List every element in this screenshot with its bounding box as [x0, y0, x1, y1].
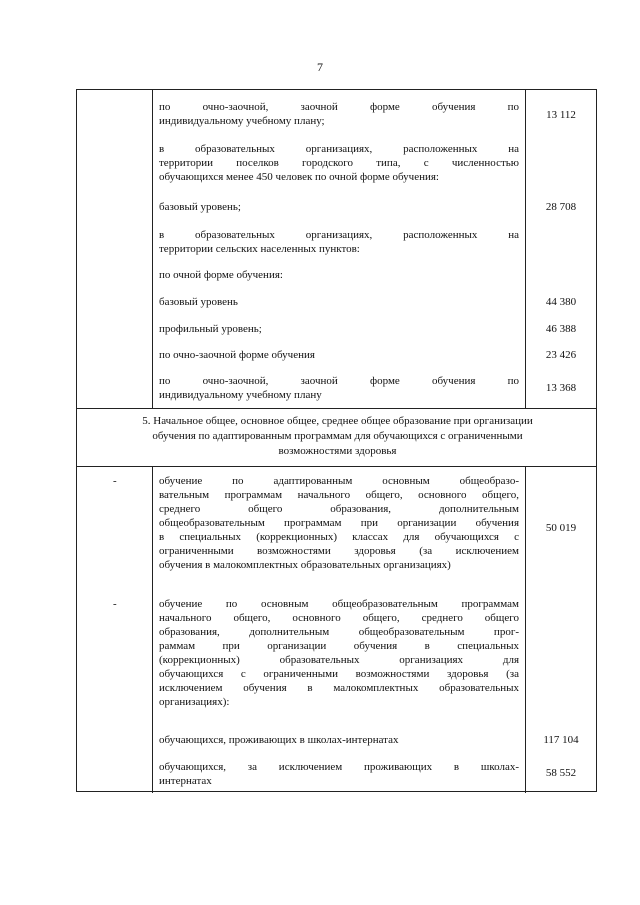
row-value: 13 112	[546, 109, 576, 121]
table-row	[159, 760, 519, 788]
data-table	[76, 89, 597, 792]
col-divider-left-lower	[152, 466, 153, 793]
row-text: территории сельских населенных пунктов:	[159, 243, 360, 255]
row-text: обучающихся с ограниченными возможностями здоровья (за	[159, 668, 519, 680]
row-text: среднего общего образования, дополнительным	[159, 503, 519, 515]
row-dash: -	[113, 598, 117, 610]
row-text: индивидуальному учебному плану;	[159, 115, 325, 127]
row-value: 13 368	[545, 382, 577, 394]
row-text: по очно-заочной форме обучения	[159, 349, 315, 361]
row-text: обучающихся менее 450 человек по очной форме обучения:	[159, 171, 439, 183]
row-text: по очной форме обучения:	[159, 269, 283, 281]
table-row	[159, 597, 519, 709]
row-text: обучение по адаптированным основным общеобразо-	[159, 475, 519, 487]
page-number: 7	[317, 60, 323, 74]
row-text: обучающихся, проживающих в школах-интернатах	[159, 734, 399, 746]
row-text: по очно-заочной, заочной форме обучения по	[159, 101, 519, 113]
row-text: вательным программам начального общего, основного общего,	[159, 489, 519, 501]
row-dash: -	[113, 475, 117, 487]
row-text: базовый уровень	[159, 296, 238, 308]
row-value: 44 380	[545, 296, 577, 308]
row-text: обучающихся, за исключением проживающих в школах-	[159, 761, 519, 773]
row-text: по очно-заочной, заочной форме обучения по	[159, 375, 519, 387]
row-value: 58 552	[545, 767, 577, 779]
row-text: обучения в малокомплектных образовательных организациях)	[159, 559, 451, 571]
row-text: начального общего, основного общего, среднего общего	[159, 612, 519, 624]
section-heading	[77, 414, 598, 459]
row-text: индивидуальному учебному плану	[159, 389, 322, 401]
row-value: 23 426	[545, 349, 577, 361]
section-heading-line: 5. Начальное общее, основное общее, среднее общее образование при организации	[142, 415, 533, 427]
row-text: базовый уровень;	[159, 201, 241, 213]
table-row	[159, 142, 519, 184]
table-row	[159, 100, 519, 128]
table-row	[159, 374, 519, 402]
table-row	[159, 474, 519, 572]
row-text: территории поселков городского типа, с численностью	[159, 157, 519, 169]
col-divider-left-upper	[152, 90, 153, 408]
row-value: 117 104	[543, 734, 579, 746]
row-divider	[77, 408, 596, 409]
section-heading-line: обучения по адаптированным программам для обучающихся с ограниченными	[152, 430, 523, 442]
table-row	[159, 228, 519, 256]
row-text: раммам при организации обучения в специальных	[159, 640, 519, 652]
row-value: 46 388	[545, 323, 577, 335]
row-text: в образовательных организациях, расположенных на	[159, 143, 519, 155]
row-text: общеобразовательным программам при организации обучения	[159, 517, 519, 529]
row-text: (коррекционных) образовательных организациях для	[159, 654, 519, 666]
row-value: 28 708	[545, 201, 577, 213]
row-value: 50 019	[545, 522, 577, 534]
row-divider	[77, 466, 596, 467]
row-text: исключением обучения в малокомплектных образовательных	[159, 682, 519, 694]
row-text: обучение по основным общеобразовательным программам	[159, 598, 519, 610]
section-heading-line: возможностями здоровья	[278, 445, 397, 457]
row-text: ограниченными возможностями здоровья (за исключением	[159, 545, 519, 557]
row-text: профильный уровень;	[159, 323, 262, 335]
row-text: интернатах	[159, 775, 212, 787]
row-text: в образовательных организациях, расположенных на	[159, 229, 519, 241]
row-text: образования, дополнительным общеобразовательным прог-	[159, 626, 519, 638]
row-text: в специальных (коррекционных) классах для обучающихся с	[159, 531, 519, 543]
row-text: организациях):	[159, 696, 230, 708]
